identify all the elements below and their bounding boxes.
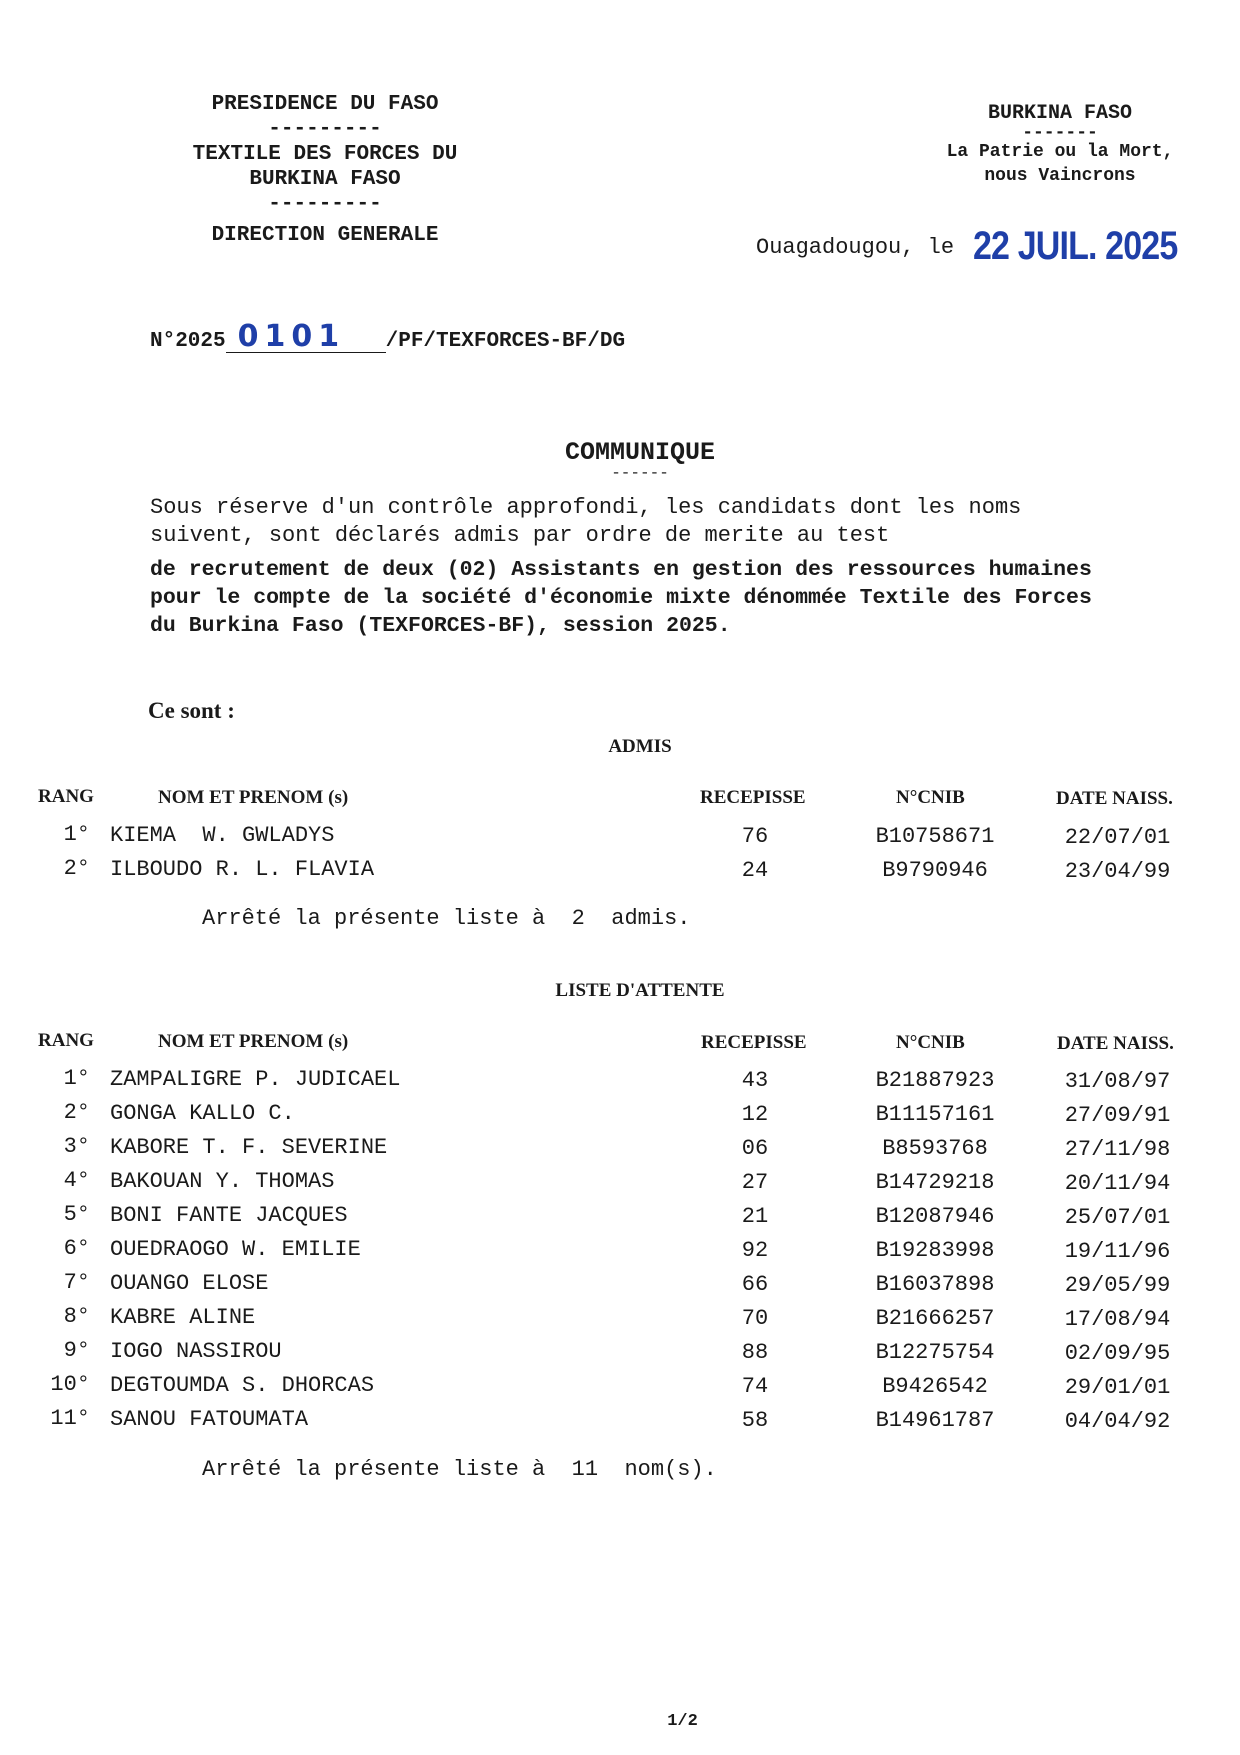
country-name: BURKINA FASO <box>987 102 1133 125</box>
name-cell: OUANGO ELOSE <box>110 1271 269 1296</box>
birthdate-cell: 31/08/97 <box>1064 1069 1171 1094</box>
name-cell: IOGO NASSIROU <box>110 1339 282 1364</box>
presidence-label: PRESIDENCE DU FASO <box>211 93 439 116</box>
column-header-recepisse: RECEPISSE <box>700 787 806 808</box>
cnib-cell: B11157161 <box>875 1102 995 1127</box>
name-cell: SANOU FATOUMATA <box>110 1407 309 1432</box>
header-separator: --------- <box>268 193 382 216</box>
issuer-header <box>155 92 495 248</box>
rank-cell: 4° <box>63 1168 90 1193</box>
birthdate-cell: 02/09/95 <box>1064 1341 1171 1366</box>
cnib-cell: B19283998 <box>875 1238 995 1263</box>
recepisse-cell: 24 <box>741 858 769 883</box>
organization-name-line2: BURKINA FASO <box>249 168 401 191</box>
reference-suffix: /PF/TEXFORCES-BF/DG <box>385 330 626 353</box>
birthdate-cell: 29/05/99 <box>1064 1273 1171 1298</box>
recepisse-cell: 58 <box>741 1408 769 1433</box>
column-header-cnib: N°CNIB <box>896 787 965 808</box>
name-cell: KABORE T. F. SEVERINE <box>110 1135 388 1160</box>
cnib-cell: B21887923 <box>875 1068 995 1093</box>
rank-cell: 10° <box>50 1372 90 1397</box>
cnib-cell: B14729218 <box>875 1170 995 1195</box>
page-number: 1/2 <box>667 1712 698 1731</box>
name-cell: OUEDRAOGO W. EMILIE <box>110 1237 361 1262</box>
recepisse-cell: 70 <box>741 1306 769 1331</box>
rank-cell: 1° <box>63 822 90 847</box>
name-cell: GONGA KALLO C. <box>110 1101 295 1126</box>
reference-number <box>150 319 626 354</box>
ce-sont-label: Ce sont : <box>148 698 235 723</box>
column-header-rang: RANG <box>38 786 94 807</box>
header-separator: --------- <box>268 118 382 141</box>
birthdate-cell: 23/04/99 <box>1064 859 1171 884</box>
title-underline: ------ <box>611 464 669 482</box>
place-date-prefix: Ouagadougou, le <box>756 235 955 260</box>
cnib-cell: B14961787 <box>875 1408 995 1433</box>
motto-line2: nous Vaincrons <box>984 166 1136 186</box>
name-cell: DEGTOUMDA S. DHORCAS <box>110 1373 375 1398</box>
recepisse-cell: 88 <box>741 1340 769 1365</box>
cnib-cell: B12275754 <box>875 1340 995 1365</box>
birthdate-cell: 17/08/94 <box>1064 1307 1171 1332</box>
birthdate-cell: 25/07/01 <box>1064 1205 1171 1230</box>
rank-cell: 8° <box>63 1304 90 1329</box>
birthdate-cell: 27/11/98 <box>1064 1137 1171 1162</box>
cnib-cell: B9426542 <box>882 1374 988 1399</box>
rank-cell: 3° <box>63 1134 90 1159</box>
intro-bold-paragraph: de recrutement de deux (02) Assistants en gestion des ressources humaines pour le compte de la société d'économie mixte dénommée Textile des Forces du Burkina Faso (TEXFORCES-BF), session 2025. <box>150 558 1092 638</box>
rank-cell: 2° <box>63 856 90 881</box>
cnib-cell: B9790946 <box>882 858 988 883</box>
recepisse-cell: 92 <box>741 1238 769 1263</box>
document-title: COMMUNIQUE <box>564 438 716 467</box>
reference-prefix: N°2025 <box>150 330 226 353</box>
birthdate-cell: 04/04/92 <box>1064 1409 1171 1434</box>
cnib-cell: B21666257 <box>875 1306 995 1331</box>
recepisse-cell: 43 <box>741 1068 769 1093</box>
name-cell: ZAMPALIGRE P. JUDICAEL <box>110 1067 401 1092</box>
recepisse-cell: 21 <box>741 1204 769 1229</box>
recepisse-cell: 12 <box>741 1102 769 1127</box>
rank-cell: 1° <box>63 1066 90 1091</box>
recepisse-cell: 27 <box>741 1170 769 1195</box>
birthdate-cell: 29/01/01 <box>1064 1375 1171 1400</box>
name-cell: KIEMA W. GWLADYS <box>110 823 335 848</box>
birthdate-cell: 27/09/91 <box>1064 1103 1171 1128</box>
header-separator: ------- <box>1022 123 1098 143</box>
cnib-cell: B10758671 <box>875 824 995 849</box>
organization-name-line1: TEXTILE DES FORCES DU <box>192 143 458 166</box>
column-header-rang: RANG <box>38 1030 94 1051</box>
recepisse-cell: 76 <box>741 824 769 849</box>
rank-cell: 6° <box>63 1236 90 1261</box>
birthdate-cell: 22/07/01 <box>1064 825 1171 850</box>
birthdate-cell: 19/11/96 <box>1064 1239 1171 1264</box>
date-line <box>756 224 1214 269</box>
column-header-nom: NOM ET PRENOM (s) <box>158 1031 349 1052</box>
cnib-cell: B12087946 <box>875 1204 995 1229</box>
column-header-date: DATE NAISS. <box>1057 1033 1174 1054</box>
intro-paragraph: Sous réserve d'un contrôle approfondi, les candidats dont les noms suivent, sont déclarés admis par ordre de merite au test <box>150 495 1022 548</box>
column-header-date: DATE NAISS. <box>1056 788 1173 809</box>
name-cell: KABRE ALINE <box>110 1305 256 1330</box>
date-stamp: 22 JUIL. 2025 <box>973 224 1178 268</box>
admis-section-title: ADMIS <box>608 736 672 757</box>
name-cell: ILBOUDO R. L. FLAVIA <box>110 857 375 882</box>
admis-conclusion: Arrêté la présente liste à 2 admis. <box>202 906 691 931</box>
reference-number-field <box>226 319 386 354</box>
name-cell: BAKOUAN Y. THOMAS <box>110 1169 335 1194</box>
recepisse-cell: 06 <box>741 1136 769 1161</box>
recepisse-cell: 74 <box>741 1374 769 1399</box>
handwritten-number: 0101 <box>237 319 346 354</box>
motto-line1: La Patrie ou la Mort, <box>946 142 1174 162</box>
column-header-recepisse: RECEPISSE <box>701 1032 807 1053</box>
waiting-list-conclusion: Arrêté la présente liste à 11 nom(s). <box>202 1457 717 1482</box>
cnib-cell: B16037898 <box>875 1272 995 1297</box>
rank-cell: 11° <box>50 1406 90 1431</box>
recepisse-cell: 66 <box>741 1272 769 1297</box>
waiting-list-section-title: LISTE D'ATTENTE <box>555 980 725 1001</box>
name-cell: BONI FANTE JACQUES <box>110 1203 348 1228</box>
column-header-nom: NOM ET PRENOM (s) <box>158 787 349 808</box>
country-header <box>910 102 1210 188</box>
column-header-cnib: N°CNIB <box>896 1032 965 1053</box>
rank-cell: 7° <box>63 1270 90 1295</box>
rank-cell: 9° <box>63 1338 90 1363</box>
cnib-cell: B8593768 <box>882 1136 988 1161</box>
rank-cell: 5° <box>63 1202 90 1227</box>
birthdate-cell: 20/11/94 <box>1064 1171 1171 1196</box>
direction-label: DIRECTION GENERALE <box>211 224 439 247</box>
rank-cell: 2° <box>63 1100 90 1125</box>
